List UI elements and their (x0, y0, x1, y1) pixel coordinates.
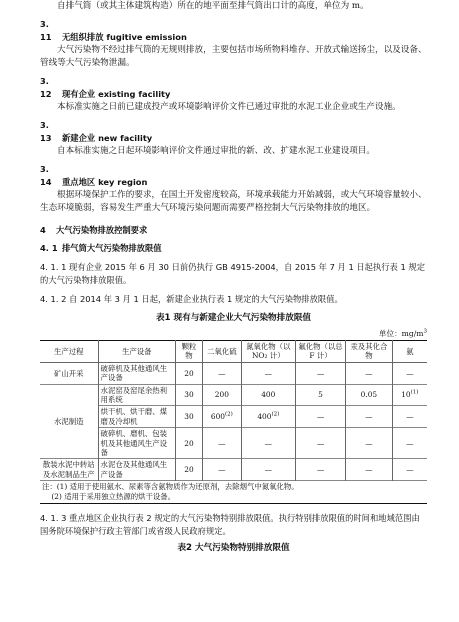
section-3-12 (40, 75, 427, 114)
table-row: 矿山开采 破碎机及其他通风生产设备 20 — — — — — (40, 362, 427, 384)
header-mercury: 汞及其化合物 (346, 341, 392, 363)
table-row: 烘干机、烘干磨、煤磨及冷却机 30 600$^{(2)}$ 400$^{(2)}$ — — — (40, 406, 427, 428)
section-3-11 (40, 18, 427, 70)
section-4-1-heading: 4. 1 排气筒大气污染物排放限值 (40, 243, 162, 253)
section-3-14 (40, 163, 427, 215)
section-body: 自本标准实施之日起环境影响评价文件通过审批的新、改、扩建水泥工业建设项目。 (57, 146, 375, 156)
clause-4-1-2: 4. 1. 2 自 2014 年 3 月 1 日起，新建企业执行表 1 规定的大气污染物排放限值。 (40, 294, 343, 304)
continued-definition-text: 自排气筒（或其主体建筑构造）所在的地平面至排气筒出口计的高度，单位为 m。 (57, 1, 369, 11)
section-body: 大气污染物不经过排气筒的无规则排放，主要包括市场所物料堆存、开放式输送扬尘，以及设备、管线等大气污染物泄漏。 (40, 45, 427, 68)
table-header-row (40, 341, 427, 363)
section-body: 本标准实施之日前已建成投产或环境影响评价文件已通过审批的水泥工业企业或生产设施。 (57, 102, 401, 112)
header-so2: 二氧化硫 (203, 341, 242, 363)
section-heading: 3. 12 现有企业 existing facility (40, 76, 171, 99)
header-fluoride: 氟化物（以总 F 计） (295, 341, 345, 363)
section-3-13 (40, 119, 427, 158)
chapter-4-heading: 4 大气污染物排放控制要求 (40, 225, 148, 235)
section-heading: 3. 14 重点地区 key region (40, 164, 148, 187)
header-ammonia: 氨 (392, 341, 427, 363)
table-note: 注：(1) 适用于使用氨水、尿素等含氨物质作为还原剂，去除烟气中氮氧化物。 (42, 482, 299, 492)
section-body: 根据环境保护工作的要求，在国土开发密度较高，环境承载能力开始减弱，或大气环境容量较小、生态环境脆弱，容易发生严重大气环境污染问题而需要严格控制大气污染物排放的地区。 (40, 190, 427, 213)
clause-4-1-3: 4. 1. 3 重点地区企业执行表 2 规定的大气污染物特别排放限值。执行特别排放限值的时间和地域范围由国务院环境保护行政主管部门或省级人民政府规定。 (40, 513, 420, 537)
table-note: (2) 适用于采用独立热源的烘干设备。 (42, 492, 176, 502)
table2-caption: 表2 大气污染物特别排放限值 (177, 543, 290, 554)
table-row: 破碎机、磨机、包装机及其他通风生产设备 20 — — — — — (40, 428, 427, 459)
table-notes-row (40, 481, 427, 504)
clause-4-1-1: 4. 1. 1 现有企业 2015 年 6 月 30 日前仍执行 GB 4915-2004，自 2015 年 7 月 1 日起执行表 1 规定的大气污染物排放限值。 (40, 262, 426, 285)
table-row: 水泥制造 水泥窑及窑尾余热利用系统 30 200 400 5 0.05 10$^{(1)}$ (40, 384, 427, 406)
table1-caption: 表1 现有与新建企业大气污染物排放限值 (155, 313, 312, 323)
section-heading: 3. 13 新建企业 new facility (40, 120, 153, 143)
header-equipment: 生产设备 (98, 341, 175, 363)
header-nox: 氮氧化物（以 NO₂ 计） (241, 341, 295, 363)
table1-unit: 单位：$mg/m^3$ (378, 328, 427, 338)
section-heading: 3. 11 无组织排放 fugitive emission (40, 19, 187, 42)
header-pm: 颗粒物 (175, 341, 202, 363)
table-row: 散装水泥中转站及水泥制品生产 水泥仓及其他通风生产设备 20 — — — — — (40, 459, 427, 481)
header-process: 生产过程 (40, 341, 98, 363)
emission-limits-table (40, 340, 427, 504)
